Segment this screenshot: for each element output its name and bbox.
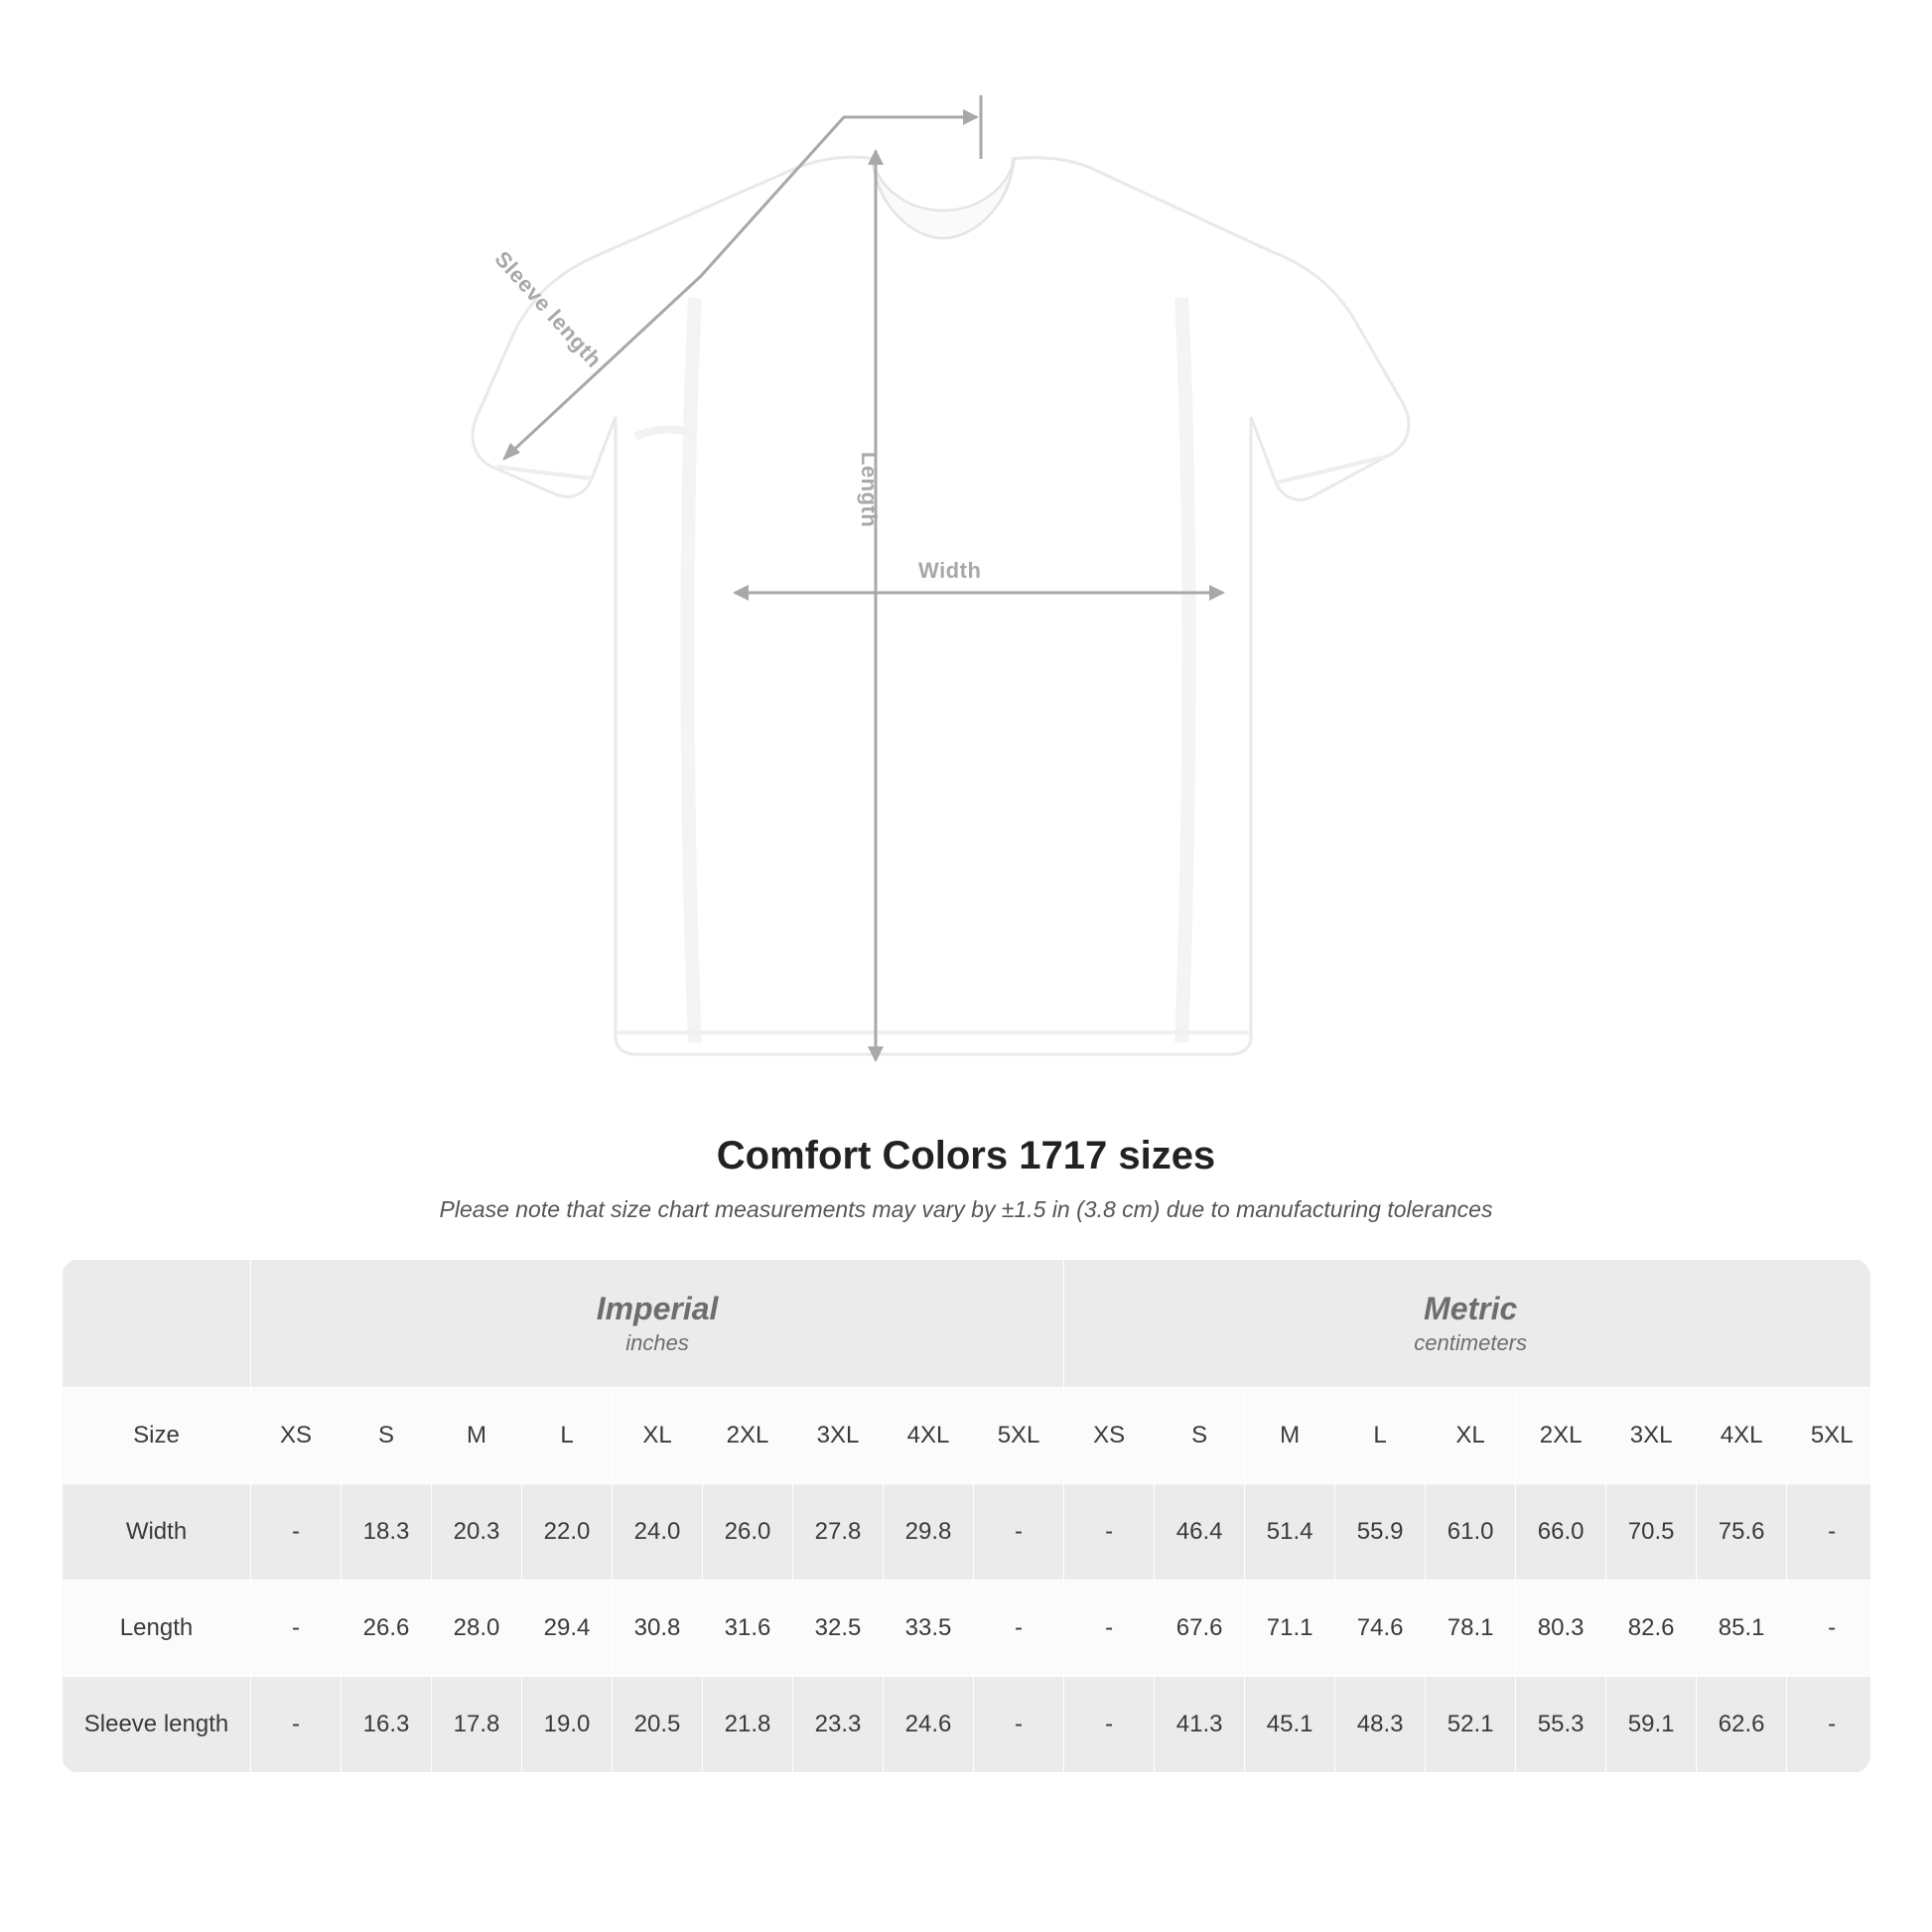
col-header-metric-s: S xyxy=(1155,1388,1245,1484)
size-table xyxy=(62,1259,1870,1773)
cell-width-metric-3xl: 70.5 xyxy=(1606,1484,1697,1581)
row-label-sleeve-length: Sleeve length xyxy=(63,1677,251,1773)
unit-name-metric: Metric xyxy=(1424,1290,1518,1326)
unit-sub-metric: centimeters xyxy=(1414,1329,1528,1355)
row-label-length: Length xyxy=(63,1581,251,1677)
title-block xyxy=(0,1134,1932,1223)
col-header-imperial-2xl: 2XL xyxy=(703,1388,793,1484)
cell-length-imperial-2xl: 31.6 xyxy=(703,1581,793,1677)
cell-width-imperial-l: 22.0 xyxy=(522,1484,613,1581)
col-header-imperial-l: L xyxy=(522,1388,613,1484)
unit-sub-imperial: inches xyxy=(625,1329,689,1355)
cell-width-metric-4xl: 75.6 xyxy=(1697,1484,1787,1581)
cell-sleeve-metric-5xl: - xyxy=(1787,1677,1870,1773)
cell-sleeve-imperial-m: 17.8 xyxy=(432,1677,522,1773)
cell-length-imperial-xs: - xyxy=(251,1581,342,1677)
cell-sleeve-metric-l: 48.3 xyxy=(1335,1677,1426,1773)
tolerance-note: Please note that size chart measurements may vary by ±1.5 in (3.8 cm) due to manufacturing tolerances xyxy=(439,1196,1493,1222)
cell-length-metric-2xl: 80.3 xyxy=(1516,1581,1606,1677)
cell-sleeve-metric-xs: - xyxy=(1064,1677,1155,1773)
col-header-metric-3xl: 3XL xyxy=(1606,1388,1697,1484)
cell-width-imperial-4xl: 29.8 xyxy=(884,1484,974,1581)
cell-sleeve-metric-xl: 52.1 xyxy=(1426,1677,1516,1773)
cell-sleeve-imperial-3xl: 23.3 xyxy=(793,1677,884,1773)
unit-header-imperial xyxy=(251,1260,1064,1388)
cell-length-imperial-3xl: 32.5 xyxy=(793,1581,884,1677)
cell-length-imperial-4xl: 33.5 xyxy=(884,1581,974,1677)
col-header-metric-5xl: 5XL xyxy=(1787,1388,1870,1484)
cell-length-imperial-5xl: - xyxy=(974,1581,1064,1677)
cell-width-metric-m: 51.4 xyxy=(1245,1484,1335,1581)
cell-sleeve-metric-2xl: 55.3 xyxy=(1516,1677,1606,1773)
col-header-imperial-xl: XL xyxy=(613,1388,703,1484)
col-header-metric-l: L xyxy=(1335,1388,1426,1484)
cell-width-metric-xl: 61.0 xyxy=(1426,1484,1516,1581)
cell-length-metric-xs: - xyxy=(1064,1581,1155,1677)
cell-width-metric-5xl: - xyxy=(1787,1484,1870,1581)
cell-length-metric-4xl: 85.1 xyxy=(1697,1581,1787,1677)
col-header-metric-2xl: 2XL xyxy=(1516,1388,1606,1484)
cell-length-imperial-m: 28.0 xyxy=(432,1581,522,1677)
cell-sleeve-imperial-xs: - xyxy=(251,1677,342,1773)
col-header-imperial-m: M xyxy=(432,1388,522,1484)
col-header-metric-xs: XS xyxy=(1064,1388,1155,1484)
cell-length-metric-3xl: 82.6 xyxy=(1606,1581,1697,1677)
cell-sleeve-metric-m: 45.1 xyxy=(1245,1677,1335,1773)
cell-length-metric-xl: 78.1 xyxy=(1426,1581,1516,1677)
table-row xyxy=(63,1581,1871,1677)
unit-header-metric xyxy=(1064,1260,1870,1388)
length-dimension-label: Length xyxy=(857,452,882,528)
cell-sleeve-imperial-s: 16.3 xyxy=(342,1677,432,1773)
table-corner-cell xyxy=(63,1260,251,1388)
cell-sleeve-metric-4xl: 62.6 xyxy=(1697,1677,1787,1773)
width-dimension-label: Width xyxy=(918,558,982,583)
page-title: Comfort Colors 1717 sizes xyxy=(716,1134,1216,1177)
col-header-imperial-5xl: 5XL xyxy=(974,1388,1064,1484)
cell-width-imperial-5xl: - xyxy=(974,1484,1064,1581)
cell-width-imperial-3xl: 27.8 xyxy=(793,1484,884,1581)
cell-sleeve-imperial-5xl: - xyxy=(974,1677,1064,1773)
cell-length-metric-m: 71.1 xyxy=(1245,1581,1335,1677)
size-header-label: Size xyxy=(63,1388,251,1484)
cell-width-metric-s: 46.4 xyxy=(1155,1484,1245,1581)
cell-length-imperial-s: 26.6 xyxy=(342,1581,432,1677)
sleeve-length-dimension-label: Sleeve length xyxy=(489,246,608,372)
cell-sleeve-metric-s: 41.3 xyxy=(1155,1677,1245,1773)
cell-length-imperial-l: 29.4 xyxy=(522,1581,613,1677)
col-header-metric-xl: XL xyxy=(1426,1388,1516,1484)
unit-header-row xyxy=(63,1260,1871,1388)
cell-width-imperial-xs: - xyxy=(251,1484,342,1581)
cell-sleeve-imperial-4xl: 24.6 xyxy=(884,1677,974,1773)
size-header-row xyxy=(63,1388,1871,1484)
cell-width-metric-xs: - xyxy=(1064,1484,1155,1581)
col-header-imperial-3xl: 3XL xyxy=(793,1388,884,1484)
cell-sleeve-imperial-xl: 20.5 xyxy=(613,1677,703,1773)
unit-name-imperial: Imperial xyxy=(596,1290,719,1326)
col-header-imperial-4xl: 4XL xyxy=(884,1388,974,1484)
cell-width-imperial-xl: 24.0 xyxy=(613,1484,703,1581)
cell-sleeve-imperial-l: 19.0 xyxy=(522,1677,613,1773)
col-header-imperial-xs: XS xyxy=(251,1388,342,1484)
cell-width-imperial-m: 20.3 xyxy=(432,1484,522,1581)
cell-sleeve-imperial-2xl: 21.8 xyxy=(703,1677,793,1773)
cell-width-metric-l: 55.9 xyxy=(1335,1484,1426,1581)
cell-length-metric-l: 74.6 xyxy=(1335,1581,1426,1677)
table-row xyxy=(63,1677,1871,1773)
tshirt-shape xyxy=(473,157,1409,1054)
cell-width-imperial-2xl: 26.0 xyxy=(703,1484,793,1581)
cell-length-metric-5xl: - xyxy=(1787,1581,1870,1677)
col-header-metric-m: M xyxy=(1245,1388,1335,1484)
col-header-imperial-s: S xyxy=(342,1388,432,1484)
cell-sleeve-metric-3xl: 59.1 xyxy=(1606,1677,1697,1773)
col-header-metric-4xl: 4XL xyxy=(1697,1388,1787,1484)
cell-width-imperial-s: 18.3 xyxy=(342,1484,432,1581)
size-table-wrapper xyxy=(62,1259,1870,1773)
cell-length-imperial-xl: 30.8 xyxy=(613,1581,703,1677)
row-label-width: Width xyxy=(63,1484,251,1581)
cell-width-metric-2xl: 66.0 xyxy=(1516,1484,1606,1581)
table-row xyxy=(63,1484,1871,1581)
cell-length-metric-s: 67.6 xyxy=(1155,1581,1245,1677)
